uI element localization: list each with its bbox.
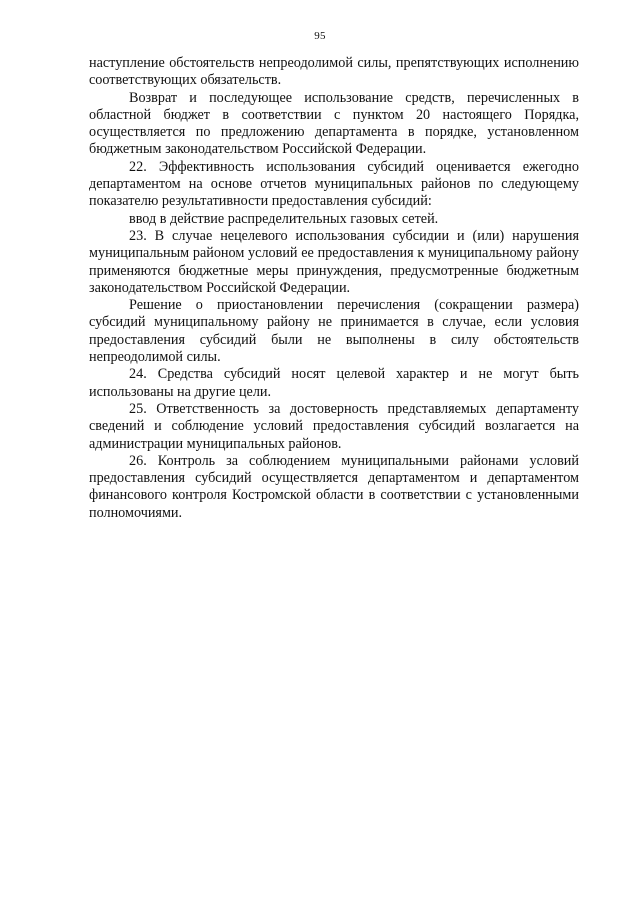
page-number: 95 [314,30,326,42]
paragraph-22-efficiency: 22. Эффективность использования субсидий оценивается ежегодно департаментом на основе отчетов муниципальных районов по следующему показателю результативности предоставления субсидий: [89,158,579,210]
paragraph-continuation: наступление обстоятельств непреодолимой силы, препятствующих исполнению соответствующих обязательств. [89,55,579,89]
paragraph-suspension-decision: Решение о приостановлении перечисления (сокращении размера) субсидий муниципальному району не принимается в случае, если условия предоставления субсидий были не выполнены в силу обстоятельств непреодолимой силы. [89,297,579,366]
paragraph-25-responsibility: 25. Ответственность за достоверность представляемых департаменту сведений и соблюдение условий предоставления субсидий возлагается на администрации муниципальных районов. [89,400,579,452]
paragraph-26-control: 26. Контроль за соблюдением муниципальными районами условий предоставления субсидий осуществляется департаментом и департаментом финансового контроля Костромской области в соответствии с установленными полномочиями. [89,452,579,521]
document-body [89,55,579,522]
paragraph-indicator: ввод в действие распределительных газовых сетей. [129,210,439,227]
paragraph-funds-return: Возврат и последующее использование средств, перечисленных в областной бюджет в соответствии с пунктом 20 настоящего Порядка, осуществляется по предложению департамента в порядке, установленном бюджетным законодательством Российской Федерации. [89,89,579,158]
paragraph-23-misuse: 23. В случае нецелевого использования субсидии и (или) нарушения муниципальным районом условий ее предоставления к муниципальному району применяются бюджетные меры принуждения, предусмотренные бюджетным законодательством Российской Федерации. [89,227,579,296]
paragraph-24-purpose: 24. Средства субсидий носят целевой характер и не могут быть использованы на другие цели. [89,366,579,400]
